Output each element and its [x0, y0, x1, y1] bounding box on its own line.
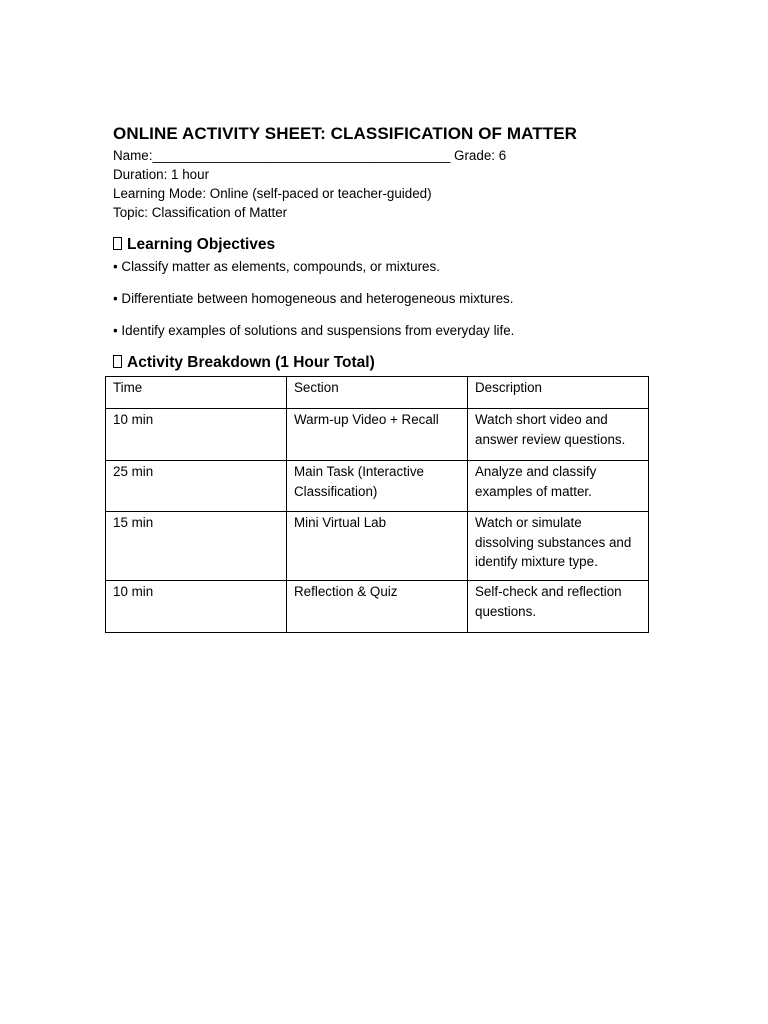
- table-row: [106, 512, 649, 581]
- description-cell: Analyze and classify examples of matter.: [468, 461, 649, 512]
- description-cell: Watch or simulate dissolving substances and identify mixture type.: [468, 512, 649, 581]
- time-cell: 15 min: [106, 512, 287, 581]
- objective-item: • Classify matter as elements, compounds, or mixtures.: [113, 259, 440, 274]
- missing-glyph-icon: [113, 355, 122, 368]
- column-header-description: Description: [468, 377, 649, 409]
- section-cell: Reflection & Quiz: [287, 581, 468, 633]
- description-cell: Self-check and reflection questions.: [468, 581, 649, 633]
- missing-glyph-icon: [113, 237, 122, 250]
- activity-table: [105, 376, 649, 633]
- table-row: [106, 581, 649, 633]
- topic-line: Topic: Classification of Matter: [113, 205, 288, 220]
- page-title: ONLINE ACTIVITY SHEET: CLASSIFICATION OF MATTER: [113, 124, 578, 143]
- table-header-row: [106, 377, 649, 409]
- table-row: [106, 409, 649, 461]
- objective-item: • Differentiate between homogeneous and heterogeneous mixtures.: [113, 291, 514, 306]
- time-cell: 10 min: [106, 581, 287, 633]
- time-cell: 25 min: [106, 461, 287, 512]
- duration-line: Duration: 1 hour: [113, 167, 210, 182]
- learning-mode-line: Learning Mode: Online (self-paced or teacher-guided): [113, 186, 432, 201]
- activity-heading-text: Activity Breakdown (1 Hour Total): [127, 354, 375, 371]
- column-header-section: Section: [287, 377, 468, 409]
- objectives-heading-text: Learning Objectives: [127, 236, 276, 253]
- objectives-heading: [113, 236, 275, 254]
- column-header-time: Time: [106, 377, 287, 409]
- name-grade-line: Name:________________________________________ Grade: 6: [113, 148, 507, 163]
- objective-item: • Identify examples of solutions and suspensions from everyday life.: [113, 323, 515, 338]
- time-cell: 10 min: [106, 409, 287, 461]
- activity-heading: [113, 354, 375, 372]
- description-cell: Watch short video and answer review questions.: [468, 409, 649, 461]
- table-row: [106, 461, 649, 512]
- section-cell: Main Task (Interactive Classification): [287, 461, 468, 512]
- section-cell: Mini Virtual Lab: [287, 512, 468, 581]
- section-cell: Warm-up Video + Recall: [287, 409, 468, 461]
